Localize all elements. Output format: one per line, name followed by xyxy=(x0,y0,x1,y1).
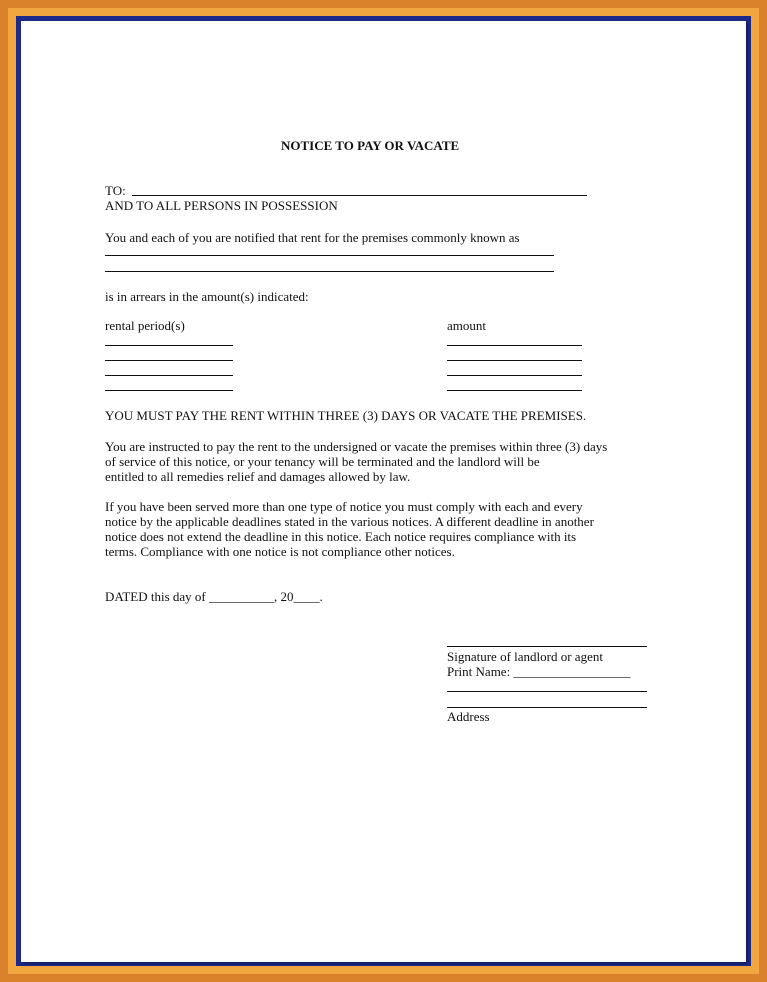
premises-line-2[interactable] xyxy=(105,271,554,272)
signature-line[interactable] xyxy=(447,646,647,647)
document-title: NOTICE TO PAY OR VACATE xyxy=(281,138,460,153)
signature-label: Signature of landlord or agent xyxy=(447,649,603,664)
rental-period-line-4[interactable] xyxy=(105,390,233,391)
address-line-1[interactable] xyxy=(447,691,647,692)
document-page xyxy=(21,21,746,962)
instructed-line-2: of service of this notice, or your tenancy will be terminated and the landlord will be xyxy=(105,454,540,469)
amount-line-1[interactable] xyxy=(447,345,582,346)
arrears-text: is in arrears in the amount(s) indicated: xyxy=(105,289,309,304)
must-pay-text: YOU MUST PAY THE RENT WITHIN THREE (3) DAYS OR VACATE THE PREMISES. xyxy=(105,408,587,423)
to-label: TO: xyxy=(105,183,126,198)
notified-text: You and each of you are notified that rent for the premises commonly known as xyxy=(105,230,520,245)
served-line-2: notice by the applicable deadlines stated in the various notices. A different deadline in another xyxy=(105,514,594,529)
served-line-4: terms. Compliance with one notice is not compliance other notices. xyxy=(105,544,455,559)
print-name: Print Name: __________________ xyxy=(447,664,631,679)
instructed-line-1: You are instructed to pay the rent to the undersigned or vacate the premises within three (3) days xyxy=(105,439,608,454)
served-line-3: notice does not extend the deadline in this notice. Each notice requires compliance with its xyxy=(105,529,577,544)
address-line-2[interactable] xyxy=(447,707,647,708)
amount-header: amount xyxy=(447,318,486,333)
to-line[interactable] xyxy=(132,195,587,196)
instructed-line-3: entitled to all remedies relief and damages allowed by law. xyxy=(105,469,411,484)
rental-period-header: rental period(s) xyxy=(105,318,185,333)
premises-line-1[interactable] xyxy=(105,255,554,256)
address-label: Address xyxy=(447,709,490,724)
dated-text: DATED this day of __________, 20____. xyxy=(105,589,323,604)
amount-line-4[interactable] xyxy=(447,390,582,391)
all-persons-text: AND TO ALL PERSONS IN POSSESSION xyxy=(105,198,338,213)
served-line-1: If you have been served more than one type of notice you must comply with each and every xyxy=(105,499,583,514)
rental-period-line-1[interactable] xyxy=(105,345,233,346)
rental-period-line-3[interactable] xyxy=(105,375,233,376)
rental-period-line-2[interactable] xyxy=(105,360,233,361)
amount-line-2[interactable] xyxy=(447,360,582,361)
amount-line-3[interactable] xyxy=(447,375,582,376)
